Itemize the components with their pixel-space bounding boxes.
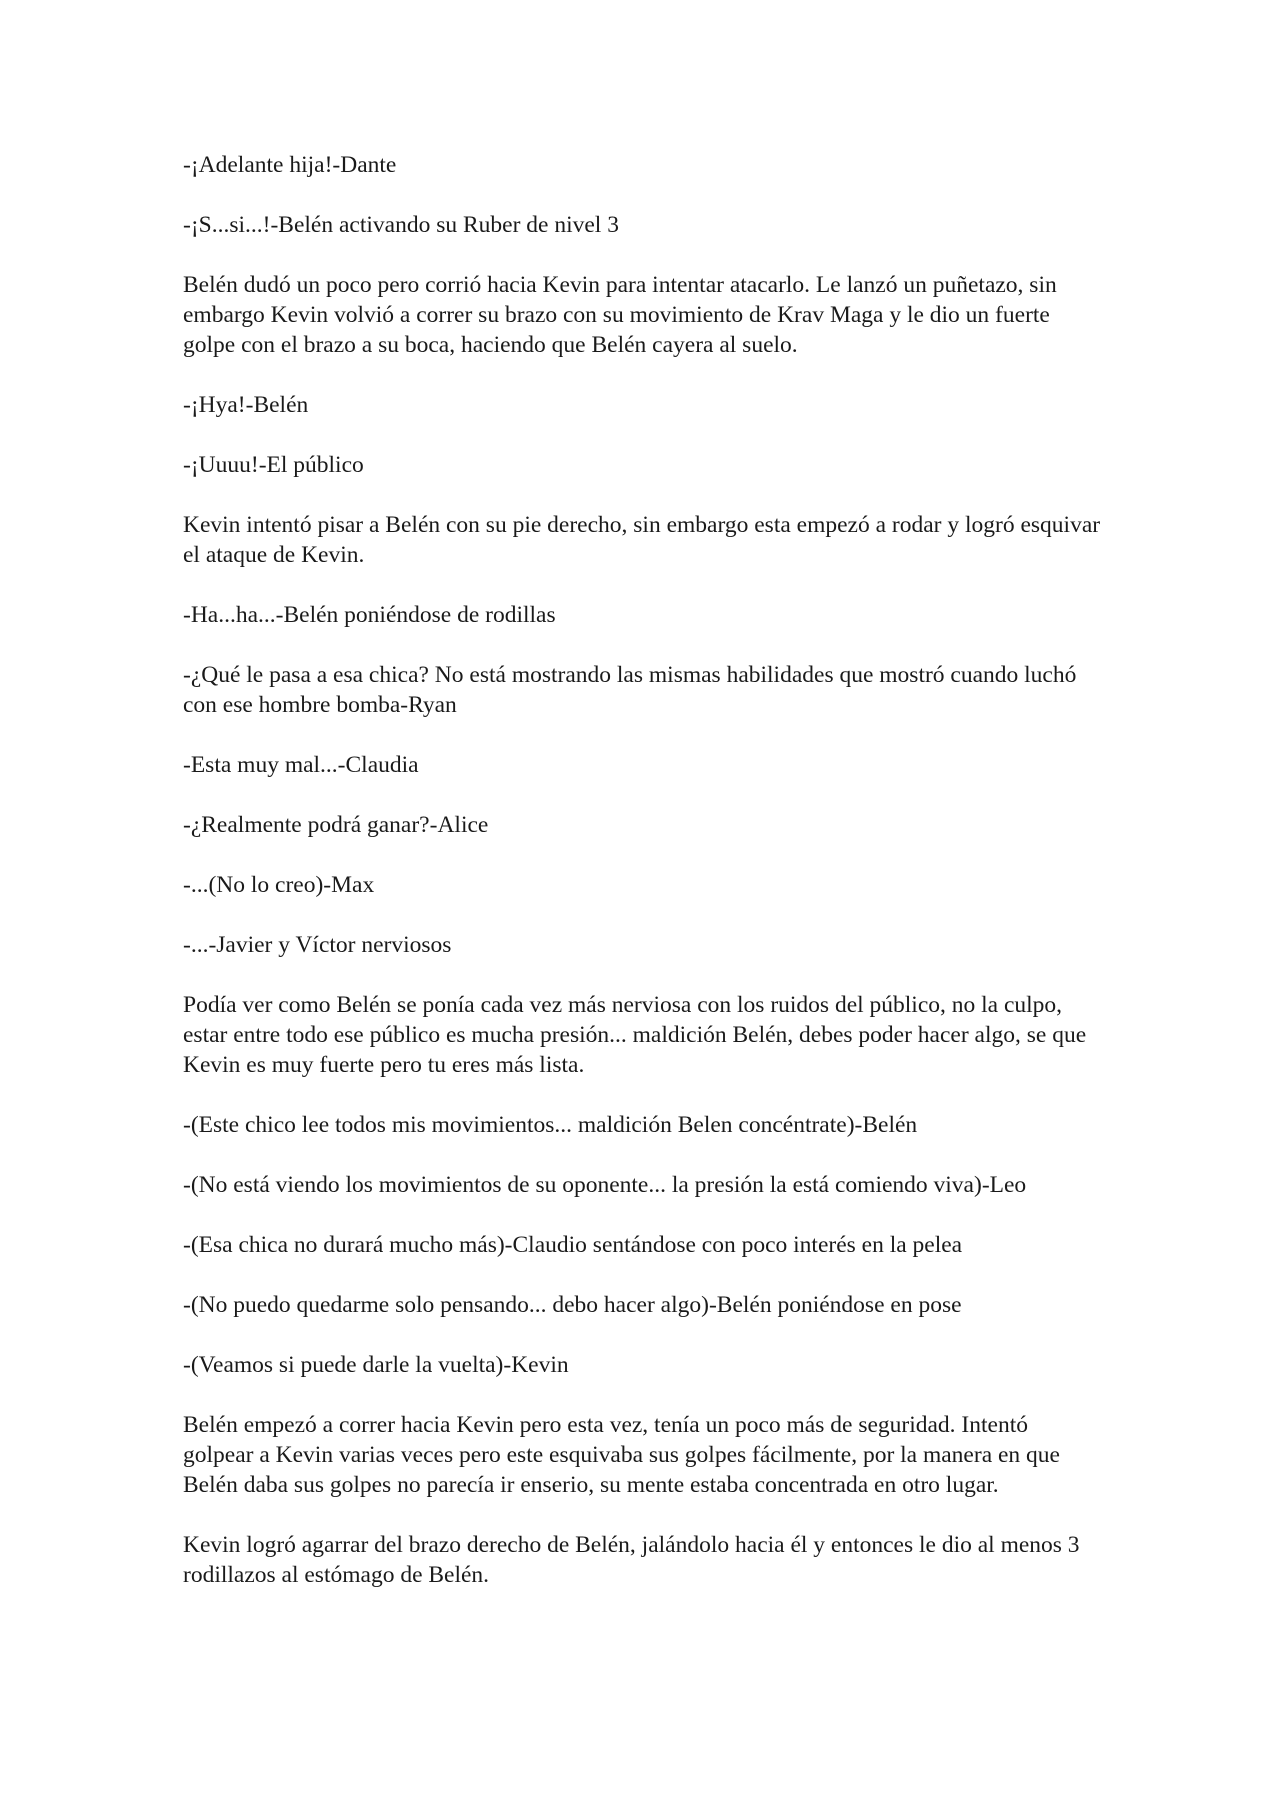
narration-paragraph: Kevin intentó pisar a Belén con su pie derecho, sin embargo esta empezó a rodar y logró esquivar el ataque de Kevin.: [183, 512, 1101, 568]
dialogue-line: -Esta muy mal...-Claudia: [183, 752, 419, 778]
dialogue-line: -¿Realmente podrá ganar?-Alice: [183, 812, 489, 838]
dialogue-line: -¡Adelante hija!-Dante: [183, 152, 397, 178]
dialogue-line: -(No puedo quedarme solo pensando... debo hacer algo)-Belén poniéndose en pose: [183, 1292, 962, 1318]
dialogue-line: -(Veamos si puede darle la vuelta)-Kevin: [183, 1352, 569, 1378]
dialogue-line: -(Este chico lee todos mis movimientos... maldición Belen concéntrate)-Belén: [183, 1112, 918, 1138]
dialogue-line: -(No está viendo los movimientos de su oponente... la presión la está comiendo viva)-Leo: [183, 1172, 1027, 1198]
dialogue-line: -(Esa chica no durará mucho más)-Claudio sentándose con poco interés en la pelea: [183, 1232, 963, 1258]
dialogue-line: -...-Javier y Víctor nerviosos: [183, 932, 452, 958]
dialogue-line: -¿Qué le pasa a esa chica? No está mostrando las mismas habilidades que mostró cuando luchó con ese hombre bomba-Ryan: [183, 662, 1077, 718]
narration-paragraph: Belén dudó un poco pero corrió hacia Kevin para intentar atacarlo. Le lanzó un puñetazo, sin embargo Kevin volvió a correr su brazo con su movimiento de Krav Maga y le dio un fuerte golpe con el brazo a su boca, haciendo que Belén cayera al suelo.: [183, 272, 1057, 358]
narration-paragraph: Belén empezó a correr hacia Kevin pero esta vez, tenía un poco más de seguridad. Intentó golpear a Kevin varias veces pero este esquivaba sus golpes fácilmente, por la manera en que Belén daba sus golpes no parecía ir enserio, su mente estaba concentrada en otro lugar.: [183, 1412, 1060, 1498]
dialogue-line: -...(No lo creo)-Max: [183, 872, 375, 898]
dialogue-line: -¡Hya!-Belén: [183, 392, 309, 418]
dialogue-line: -Ha...ha...-Belén poniéndose de rodillas: [183, 602, 556, 628]
document-body: [183, 150, 1103, 1620]
dialogue-line: -¡S...si...!-Belén activando su Ruber de nivel 3: [183, 212, 619, 238]
dialogue-line: -¡Uuuu!-El público: [183, 452, 364, 478]
narration-paragraph: Podía ver como Belén se ponía cada vez más nerviosa con los ruidos del público, no la culpo, estar entre todo ese público es mucha presión... maldición Belén, debes poder hacer algo, se que Kevin es muy fuerte pero tu eres más lista.: [183, 992, 1087, 1078]
narration-paragraph: Kevin logró agarrar del brazo derecho de Belén, jalándolo hacia él y entonces le dio al menos 3 rodillazos al estómago de Belén.: [183, 1532, 1080, 1588]
